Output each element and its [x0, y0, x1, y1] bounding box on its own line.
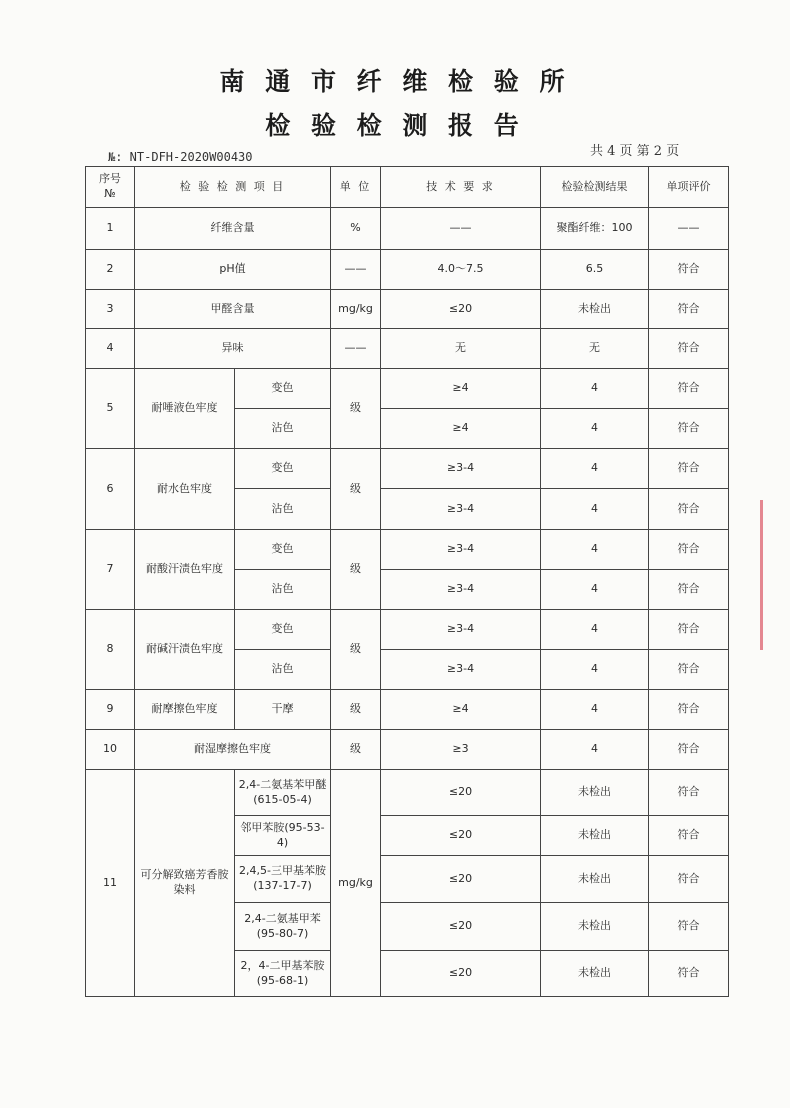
row-seq: 1 [86, 208, 135, 250]
row-seq: 11 [86, 770, 135, 997]
row-item: 耐水色牢度 [135, 449, 235, 530]
row-evaluation: 符合 [649, 369, 729, 409]
row-subitem: 沾色 [235, 409, 331, 449]
row-item: 甲醛含量 [135, 290, 331, 329]
table-row [86, 329, 729, 369]
header-item: 检 验 检 测 项 目 [135, 167, 331, 208]
row-subitem: 变色 [235, 610, 331, 650]
row-unit: 级 [331, 369, 381, 449]
row-result: 4 [541, 650, 649, 690]
table-row [86, 610, 729, 650]
table-row [86, 208, 729, 250]
row-seq: 7 [86, 530, 135, 610]
row-result: 未检出 [541, 770, 649, 816]
row-requirement: ≥3 [381, 730, 541, 770]
row-evaluation: 符合 [649, 409, 729, 449]
row-unit: —— [331, 329, 381, 369]
row-evaluation: 符合 [649, 650, 729, 690]
row-evaluation: 符合 [649, 856, 729, 903]
page-info: 共 4 页 第 2 页 [590, 144, 680, 159]
row-requirement: ≤20 [381, 903, 541, 951]
report-title: 检 验 检 测 报 告 [265, 111, 525, 140]
row-requirement: ≥3-4 [381, 610, 541, 650]
row-subitem: 2，4-二甲基苯胺(95-68-1) [235, 951, 331, 997]
row-item: pH值 [135, 250, 331, 290]
row-requirement: ≤20 [381, 770, 541, 816]
table-row [86, 530, 729, 570]
header-requirement: 技 术 要 求 [381, 167, 541, 208]
row-result: 4 [541, 369, 649, 409]
row-result: 未检出 [541, 903, 649, 951]
row-unit: mg/kg [331, 770, 381, 997]
row-item: 可分解致癌芳香胺染料 [135, 770, 235, 997]
row-result: 4 [541, 570, 649, 610]
row-evaluation: 符合 [649, 903, 729, 951]
row-seq: 3 [86, 290, 135, 329]
row-item: 纤维含量 [135, 208, 331, 250]
row-seq: 5 [86, 369, 135, 449]
row-requirement: ≥4 [381, 409, 541, 449]
row-subitem: 变色 [235, 530, 331, 570]
row-unit: 级 [331, 690, 381, 730]
row-subitem: 2,4-二氨基苯甲醚(615-05-4) [235, 770, 331, 816]
row-evaluation: 符合 [649, 290, 729, 329]
row-result: 4 [541, 690, 649, 730]
report-number: №: NT-DFH-2020W00430 [108, 150, 253, 164]
row-seq: 9 [86, 690, 135, 730]
row-evaluation: 符合 [649, 951, 729, 997]
row-item: 耐唾液色牢度 [135, 369, 235, 449]
row-item: 耐碱汗渍色牢度 [135, 610, 235, 690]
row-subitem: 2,4,5-三甲基苯胺(137-17-7) [235, 856, 331, 903]
row-result: 未检出 [541, 951, 649, 997]
row-unit: % [331, 208, 381, 250]
table-row [86, 730, 729, 770]
row-result: 未检出 [541, 290, 649, 329]
row-evaluation: 符合 [649, 816, 729, 856]
row-requirement: ≥3-4 [381, 449, 541, 489]
row-subitem: 干摩 [235, 690, 331, 730]
red-seal-stamp [760, 500, 790, 650]
table-header-row [86, 167, 729, 208]
row-subitem: 变色 [235, 369, 331, 409]
row-unit: 级 [331, 530, 381, 610]
table-row [86, 770, 729, 816]
row-item: 耐湿摩擦色牢度 [135, 730, 331, 770]
row-unit: 级 [331, 449, 381, 530]
row-requirement: ≥3-4 [381, 650, 541, 690]
row-requirement: ≤20 [381, 816, 541, 856]
row-subitem: 2,4-二氨基甲苯(95-80-7) [235, 903, 331, 951]
row-unit: —— [331, 250, 381, 290]
row-requirement: —— [381, 208, 541, 250]
row-result: 4 [541, 489, 649, 530]
row-subitem: 变色 [235, 449, 331, 489]
inspection-results-table [85, 166, 729, 997]
row-requirement: 无 [381, 329, 541, 369]
row-evaluation: 符合 [649, 250, 729, 290]
row-result: 4 [541, 610, 649, 650]
row-unit: mg/kg [331, 290, 381, 329]
row-evaluation: 符合 [649, 489, 729, 530]
row-unit: 级 [331, 610, 381, 690]
row-result: 6.5 [541, 250, 649, 290]
row-requirement: ≥4 [381, 690, 541, 730]
row-result: 4 [541, 730, 649, 770]
row-requirement: ≥3-4 [381, 570, 541, 610]
row-seq: 6 [86, 449, 135, 530]
row-seq: 10 [86, 730, 135, 770]
row-seq: 2 [86, 250, 135, 290]
row-evaluation: 符合 [649, 570, 729, 610]
row-seq: 4 [86, 329, 135, 369]
row-requirement: ≤20 [381, 951, 541, 997]
row-requirement: ≤20 [381, 290, 541, 329]
row-requirement: 4.0～7.5 [381, 250, 541, 290]
header-result: 检验检测结果 [541, 167, 649, 208]
row-requirement: ≥4 [381, 369, 541, 409]
row-subitem: 邻甲苯胺(95-53-4) [235, 816, 331, 856]
row-item: 异味 [135, 329, 331, 369]
row-item: 耐酸汗渍色牢度 [135, 530, 235, 610]
row-subitem: 沾色 [235, 570, 331, 610]
table-row [86, 250, 729, 290]
row-evaluation: 符合 [649, 770, 729, 816]
organization-name: 南 通 市 纤 维 检 验 所 [219, 67, 571, 96]
row-requirement: ≥3-4 [381, 489, 541, 530]
row-evaluation: 符合 [649, 730, 729, 770]
row-result: 未检出 [541, 816, 649, 856]
row-evaluation: 符合 [649, 690, 729, 730]
row-evaluation: 符合 [649, 449, 729, 489]
row-evaluation: —— [649, 208, 729, 250]
row-result: 聚酯纤维：100 [541, 208, 649, 250]
row-seq: 8 [86, 610, 135, 690]
row-requirement: ≤20 [381, 856, 541, 903]
row-result: 未检出 [541, 856, 649, 903]
row-result: 4 [541, 530, 649, 570]
row-result: 4 [541, 449, 649, 489]
table-row [86, 369, 729, 409]
row-requirement: ≥3-4 [381, 530, 541, 570]
table-row [86, 449, 729, 489]
table-row [86, 290, 729, 329]
row-subitem: 沾色 [235, 650, 331, 690]
row-subitem: 沾色 [235, 489, 331, 530]
row-result: 4 [541, 409, 649, 449]
header-seq: 序号 № [86, 167, 135, 208]
row-unit: 级 [331, 730, 381, 770]
row-result: 无 [541, 329, 649, 369]
row-evaluation: 符合 [649, 610, 729, 650]
table-row [86, 690, 729, 730]
row-item: 耐摩擦色牢度 [135, 690, 235, 730]
row-evaluation: 符合 [649, 329, 729, 369]
header-evaluation: 单项评价 [649, 167, 729, 208]
row-evaluation: 符合 [649, 530, 729, 570]
header-unit: 单 位 [331, 167, 381, 208]
